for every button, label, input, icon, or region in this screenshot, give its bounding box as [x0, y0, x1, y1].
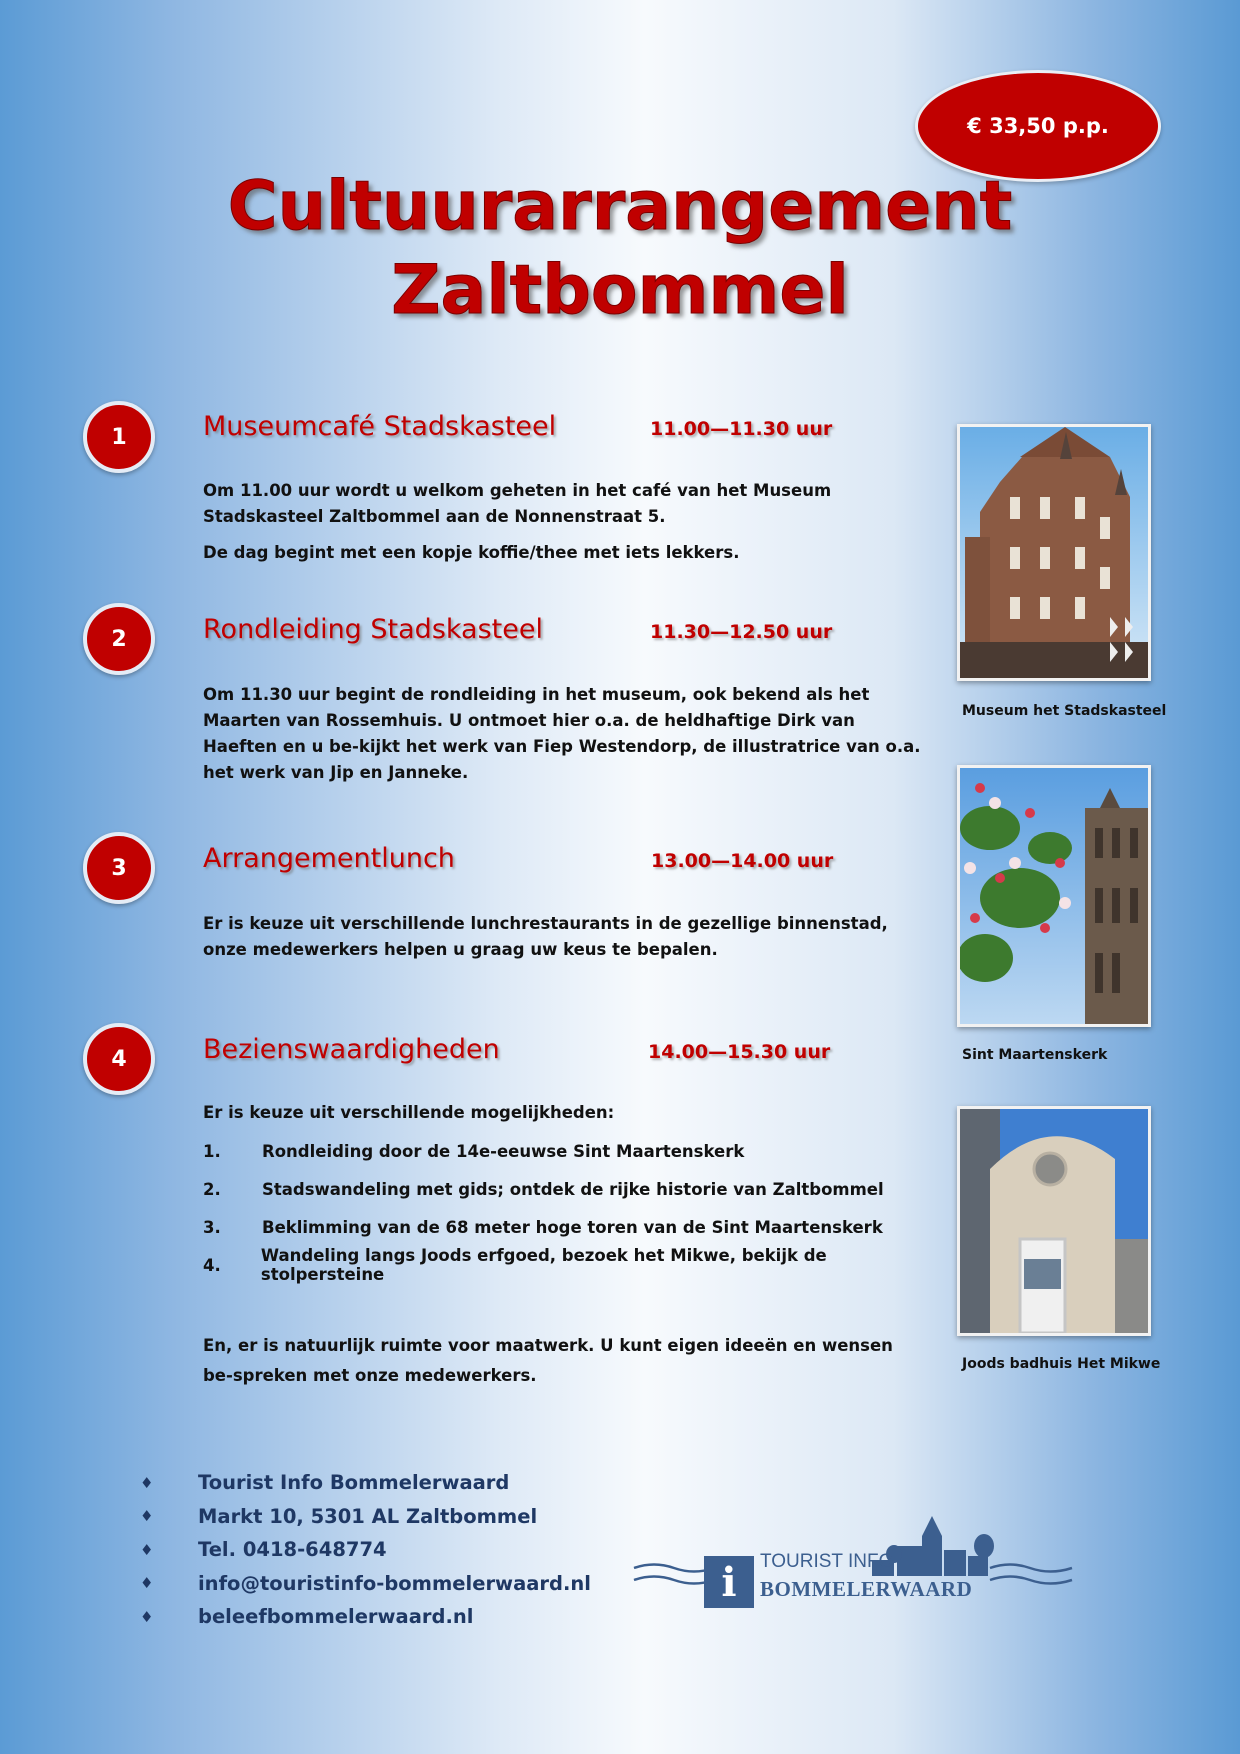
section-body-3	[203, 911, 928, 973]
section-time-4: 14.00—15.30 uur	[648, 1041, 831, 1063]
section-2-paragraph-1: Om 11.30 uur begint de rondleiding in het museum, ook bekend als het Maarten van Rossemhuis. U ontmoet hier o.a. de heldhaftige Dirk van Haeften en u be-kijkt het werk van Fiep Westendorp, de illustratrice van o.a. het werk van Jip en Janneke.	[203, 685, 921, 782]
contact-org: Tourist Info Bommelerwaard	[198, 1471, 510, 1495]
closing-text: En, er is natuurlijk ruimte voor maatwerk. U kunt eigen ideeën en wensen be-spreken met onze medewerkers.	[203, 1336, 893, 1385]
photo-caption-mikwe: Joods badhuis Het Mikwe	[962, 1356, 1161, 1372]
diamond-bullet-icon: ♦	[140, 1540, 154, 1559]
section-time-2: 11.30—12.50 uur	[650, 621, 833, 643]
list-item-number: 3.	[203, 1217, 221, 1237]
step-badge-1: 1	[83, 401, 155, 473]
list-item-number: 1.	[203, 1141, 221, 1161]
list-item	[203, 1208, 943, 1246]
step-badge-4: 4	[83, 1023, 155, 1095]
section-3-paragraph-1: Er is keuze uit verschillende lunchrestaurants in de gezellige binnenstad, onze medewerkers helpen u graag uw keus te bepalen.	[203, 914, 888, 959]
castle-image	[960, 427, 1148, 678]
step-badge-2: 2	[83, 603, 155, 675]
diamond-bullet-icon: ♦	[140, 1507, 154, 1526]
page-title-line-2: Zaltbommel	[391, 251, 849, 330]
section-title-2: Rondleiding Stadskasteel	[203, 614, 543, 645]
list-item-number: 2.	[203, 1179, 221, 1199]
church-image	[960, 768, 1148, 1024]
list-item-number: 4.	[203, 1255, 221, 1275]
contact-website[interactable]: beleefbommelerwaard.nl	[198, 1605, 474, 1629]
section-4-intro: Er is keuze uit verschillende mogelijkheden:	[203, 1103, 615, 1122]
mikwe-image	[960, 1109, 1148, 1333]
photo-stadskasteel	[957, 424, 1151, 681]
contact-line-phone	[140, 1533, 591, 1567]
list-item-text: Rondleiding door de 14e-eeuwse Sint Maartenskerk	[262, 1141, 745, 1161]
logo-line-1: TOURIST INFO	[760, 1551, 894, 1572]
section-body-1	[203, 478, 928, 576]
contact-email[interactable]: info@touristinfo-bommelerwaard.nl	[198, 1571, 591, 1595]
contact-line-email	[140, 1567, 591, 1601]
step-badge-3: 3	[83, 832, 155, 904]
section-title-4: Bezienswaardigheden	[203, 1034, 500, 1065]
tourist-info-logo	[632, 1508, 1078, 1616]
contact-line-website	[140, 1600, 591, 1634]
list-item-text: Beklimming van de 68 meter hoge toren van de Sint Maartenskerk	[262, 1217, 883, 1237]
section-1-paragraph-1: Om 11.00 uur wordt u welkom geheten in het café van het Museum Stadskasteel Zaltbommel aan de Nonnenstraat 5.	[203, 481, 832, 526]
section-title-3: Arrangementlunch	[203, 843, 455, 874]
diamond-bullet-icon: ♦	[140, 1574, 154, 1593]
section-time-1: 11.00—11.30 uur	[650, 418, 833, 440]
contact-phone: Tel. 0418-648774	[198, 1538, 387, 1562]
list-item-text: Stadswandeling met gids; ontdek de rijke historie van Zaltbommel	[262, 1179, 884, 1199]
list-item	[203, 1132, 943, 1170]
photo-caption-sint-maartenskerk: Sint Maartenskerk	[962, 1047, 1108, 1063]
section-1-paragraph-2: De dag begint met een kopje koffie/thee met iets lekkers.	[203, 543, 740, 562]
logo-line-2: BOMMELERWAARD	[760, 1577, 973, 1601]
section-title-1: Museumcafé Stadskasteel	[203, 411, 557, 442]
list-item	[203, 1246, 943, 1284]
info-i-icon: i	[721, 1558, 737, 1606]
list-item	[203, 1170, 943, 1208]
section-body-2	[203, 682, 928, 796]
price-badge: € 33,50 p.p.	[915, 70, 1161, 182]
photo-mikwe	[957, 1106, 1151, 1336]
section-time-3: 13.00—14.00 uur	[651, 850, 834, 872]
photo-sint-maartenskerk	[957, 765, 1151, 1027]
contact-block	[140, 1466, 591, 1634]
contact-line-name	[140, 1466, 591, 1500]
list-item-text: Wandeling langs Joods erfgoed, bezoek het Mikwe, bekijk de stolpersteine	[260, 1246, 827, 1284]
page-title-line-1: Cultuurarrangement	[227, 167, 1013, 246]
contact-address: Markt 10, 5301 AL Zaltbommel	[198, 1504, 538, 1528]
diamond-bullet-icon: ♦	[140, 1607, 154, 1626]
contact-line-address	[140, 1500, 591, 1534]
diamond-bullet-icon: ♦	[140, 1473, 154, 1492]
photo-caption-stadskasteel: Museum het Stadskasteel	[962, 703, 1167, 719]
activity-list	[203, 1132, 943, 1284]
